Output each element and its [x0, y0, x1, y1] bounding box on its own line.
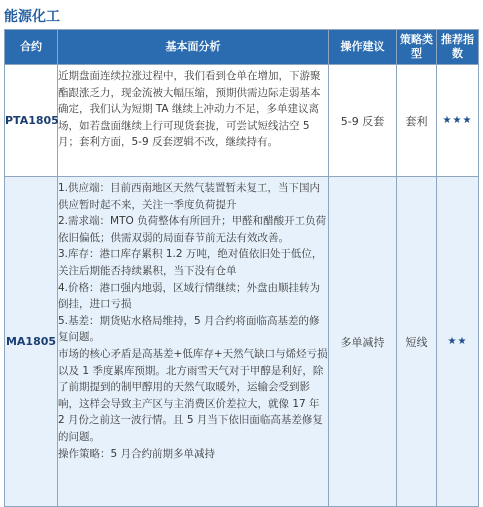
analysis-paragraph: 3.库存：港口库存累积 1.2 万吨，绝对值依旧处于低位，关注后期能否持续累积，当下没有仓单 — [58, 248, 323, 277]
table-row — [5, 65, 479, 177]
analysis-cell — [58, 65, 329, 177]
analysis-paragraph: 市场的核心矛盾是高基差+低库存+天然气缺口与烯烃亏损以及 1 季度累库预期。北方雨雪天气对于甲醇是利好，除了前期提到的制甲醇用的天然气取暖外，运输会受到影响，这样会导致主产区与主消费区价差拉大，就像 17 年 2 月份之前这一波行情。且 5 月当下依旧面临高基差修复的问题。 — [58, 347, 328, 443]
analysis-paragraph: 近期盘面连续拉涨过程中，我们看到仓单在增加，下游聚酯跟涨乏力，现金流被大幅压缩，预期供需边际走弱基本确定，我们认为短期 TA 继续上冲动力不足，多单建议离场，如若盘面继续上行可现货套拢，可尝试短线沽空 5 月；套利方面，5-9 反套逻辑不改，继续持有。 — [58, 70, 321, 149]
header-advice: 操作建议 — [329, 30, 397, 65]
rating-stars: ★★★ — [437, 65, 479, 177]
strategy-table — [4, 29, 479, 507]
contract-cell: MA1805 — [5, 177, 58, 507]
header-contract: 合约 — [5, 30, 58, 65]
analysis-paragraph: 1.供应端：目前西南地区天然气装置暂未复工，当下国内供应暂时起不来，关注一季度负荷提升 — [58, 182, 321, 211]
analysis-paragraph: 操作策略：5 月合约前期多单减持 — [58, 447, 216, 460]
header-rating-label: 推荐指数 — [441, 33, 474, 60]
strategy-type-cell: 短线 — [397, 177, 437, 507]
analysis-paragraph: 2.需求端：MTO 负荷整体有所回升；甲醛和醋酸开工负荷依旧偏低；供需双弱的局面春节前无法有效改善。 — [58, 215, 327, 244]
analysis-paragraph: 5.基差：期货贴水格局维持，5 月合约将面临高基差的修复问题。 — [58, 314, 320, 344]
advice-cell: 5-9 反套 — [329, 65, 397, 177]
header-strategy-type-label: 策略类型 — [400, 33, 433, 60]
table-row — [5, 177, 479, 507]
advice-cell: 多单减持 — [329, 177, 397, 507]
header-strategy-type — [397, 30, 437, 65]
header-rating — [437, 30, 479, 65]
header-analysis: 基本面分析 — [58, 30, 329, 65]
section-title: 能源化工 — [4, 9, 60, 25]
analysis-paragraph: 4.价格：港口强内地弱，区域行情继续；外盘由顺挂转为倒挂，进口亏损 — [58, 281, 321, 311]
contract-cell: PTA1805 — [5, 65, 58, 177]
strategy-type-cell: 套利 — [397, 65, 437, 177]
analysis-cell — [58, 177, 329, 507]
table-header-row — [5, 30, 479, 65]
rating-stars: ★★ — [437, 177, 479, 507]
